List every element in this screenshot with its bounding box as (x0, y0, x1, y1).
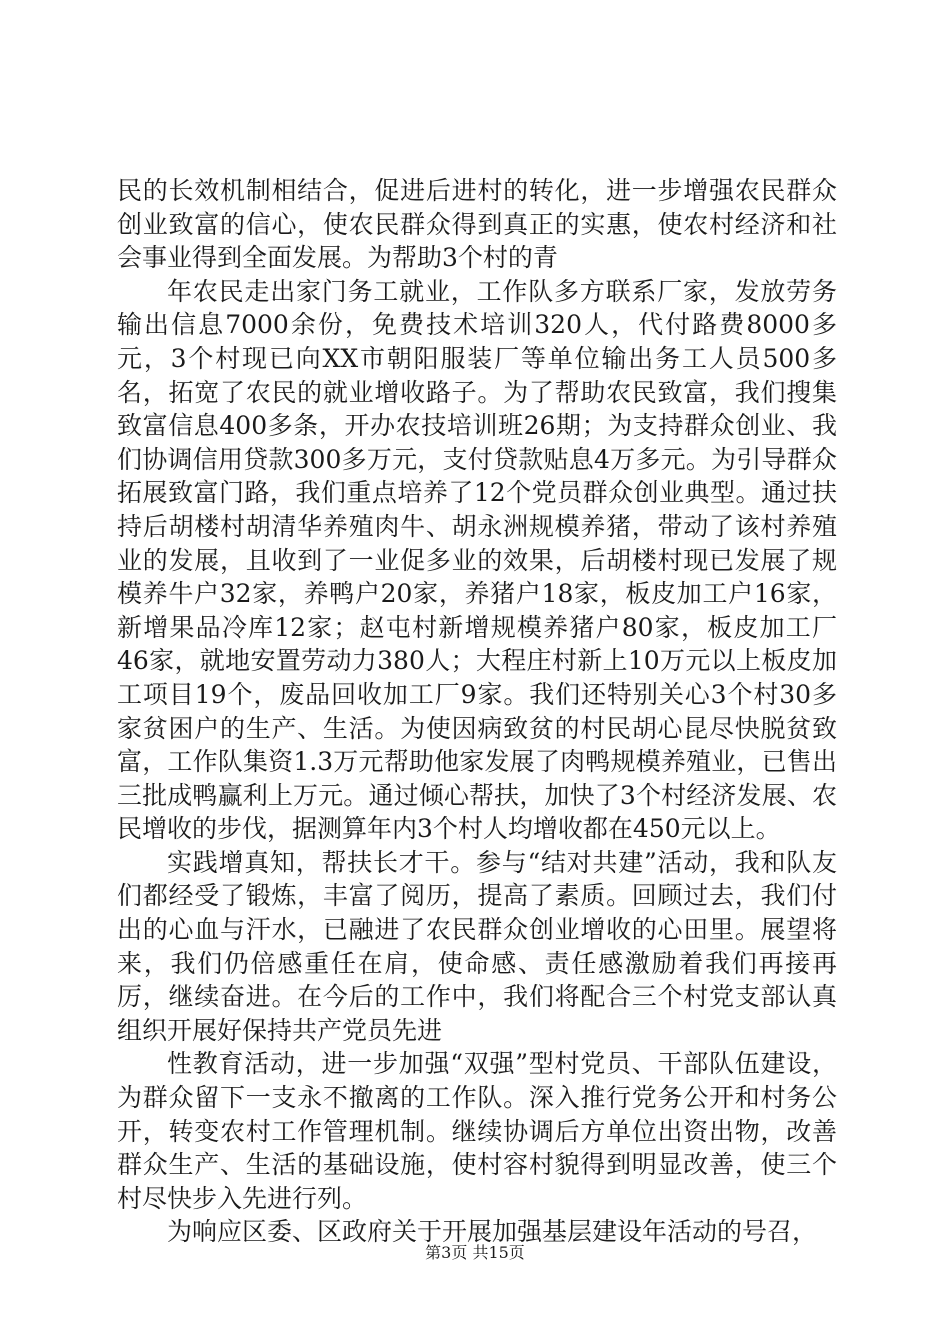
paragraph-2: 年农民走出家门务工就业，工作队多方联系厂家，发放劳务输出信息7000余份，免费技术培训320人，代付路费8000多元，3个村现已向XX市朝阳服装厂等单位输出务工人员500多名，拓宽了农民的就业增收路子。为了帮助农民致富，我们搜集致富信息400多条，开办农技培训班26期；为支持群众创业、我们协调信用贷款300多万元，支付贷款贴息4万多元。为引导群众拓展致富门路，我们重点培养了12个党员群众创业典型。通过扶持后胡楼村胡清华养殖肉牛、胡永洲规模养猪，带动了该村养殖业的发展，且收到了一业促多业的效果，后胡楼村现已发展了规模养牛户32家，养鸭户20家，养猪户18家，板皮加工户16家，新增果品冷库12家；赵屯村新增规模养猪户80家，板皮加工厂46家，就地安置劳动力380人；大程庄村新上10万元以上板皮加工项目19个，废品回收加工厂9家。我们还特别关心3个村30多家贫困户的生产、生活。为使因病致贫的村民胡心昆尽快脱贫致富，工作队集资1.3万元帮助他家发展了肉鸭规模养殖业，已售出三批成鸭赢利上万元。通过倾心帮扶，加快了3个村经济发展、农民增收的步伐，据测算年内3个村人均增收都在450元以上。 (117, 276, 837, 844)
paragraph-1: 民的长效机制相结合，促进后进村的转化，进一步增强农民群众创业致富的信心，使农民群众得到真正的实惠，使农村经济和社会事业得到全面发展。为帮助3个村的青 (117, 176, 837, 273)
paragraph-5: 为响应区委、区政府关于开展加强基层建设年活动的号召， (167, 1217, 818, 1247)
paragraph-4: 性教育活动，进一步加强“双强”型村党员、干部队伍建设，为群众留下一支永不撤离的工作队。深入推行党务公开和村务公开，转变农村工作管理机制。继续协调后方单位出资出物，改善群众生产、生活的基础设施，使村容村貌得到明显改善，使三个村尽快步入先进行列。 (117, 1049, 837, 1213)
page-number-footer: 第3页 共15页 (425, 1243, 525, 1262)
paragraph-3: 实践增真知，帮扶长才干。参与“结对共建”活动，我和队友们都经受了锻炼，丰富了阅历，提高了素质。回顾过去，我们付出的心血与汗水，已融进了农民群众创业增收的心田里。展望将来，我们仍倍感重任在肩，使命感、责任感激励着我们再接再厉，继续奋进。在今后的工作中，我们将配合三个村党支部认真组织开展好保持共产党员先进 (117, 847, 837, 1045)
document-body (117, 174, 837, 1249)
